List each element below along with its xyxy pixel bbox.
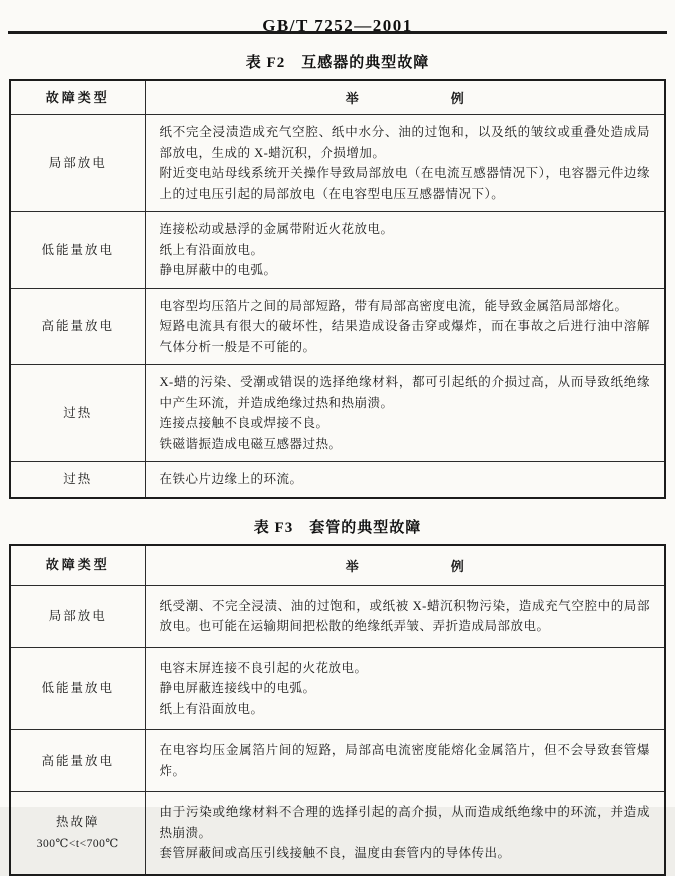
examples-cell xyxy=(145,365,665,462)
examples-cell xyxy=(145,288,665,365)
table-row xyxy=(10,115,665,212)
example-paragraph: 附近变电站母线系统开关操作导致局部放电（在电流互感器情况下），电容器元件边缘上的过电压引起的局部放电（在电容型电压互感器情况下）。 xyxy=(159,166,650,201)
table-row xyxy=(10,462,665,498)
example-paragraph: 电容末屏连接不良引起的火花放电。 xyxy=(159,660,368,675)
column-header-examples xyxy=(145,545,665,586)
example-paragraph: 在铁心片边缘上的环流。 xyxy=(159,472,303,486)
example-paragraph: 纸上有沿面放电。 xyxy=(159,701,264,716)
table-row xyxy=(10,730,665,792)
example-paragraph: 静电屏蔽中的电弧。 xyxy=(159,263,277,277)
examples-cell xyxy=(145,585,665,647)
table-f2-title: 表 F2 互感器的典型故障 xyxy=(245,55,430,71)
example-paragraph: 在电容均压金属箔片间的短路，局部高电流密度能熔化金属箔片，但不会导致套管爆炸。 xyxy=(159,743,650,778)
table-row xyxy=(10,288,665,365)
table-row xyxy=(10,212,665,289)
examples-cell xyxy=(145,115,665,212)
examples-header-left: 举 xyxy=(345,91,359,106)
example-paragraph: 短路电流具有很大的破坏性，结果造成设备击穿或爆炸，而在事故之后进行油中溶解气体分析一般是不可能的。 xyxy=(159,319,650,354)
examples-header-right: 例 xyxy=(450,91,464,106)
examples-header-left: 举 xyxy=(345,558,359,574)
example-paragraph: 纸受潮、不完全浸渍、油的过饱和，或纸被 X-蜡沉积物污染，造成充气空腔中的局部放电。也可能在运输期间把松散的绝缘纸弄皱、弄折造成局部放电。 xyxy=(159,598,650,633)
examples-cell xyxy=(145,462,665,498)
table-row xyxy=(10,585,665,647)
example-paragraph: 连接点接触不良或焊接不良。 xyxy=(159,416,329,430)
fault-type-cell: 过热 xyxy=(10,365,145,462)
example-paragraph: 由于污染或绝缘材料不合理的选择引起的高介损，从而造成纸绝缘中的环流，并造成热崩溃。 xyxy=(159,805,650,840)
fault-type-cell: 高能量放电 xyxy=(10,730,145,792)
example-paragraph: 铁磁谐振造成电磁互感器过热。 xyxy=(159,436,342,451)
table-header-row xyxy=(10,80,665,115)
examples-cell xyxy=(145,730,665,792)
table-row xyxy=(10,792,665,875)
example-paragraph: 纸不完全浸渍造成充气空腔、纸中水分、油的过饱和，以及纸的皱纹或重叠处造成局部放电，生成的 X-蜡沉积，介损增加。 xyxy=(159,125,650,160)
fault-type-cell: 低能量放电 xyxy=(10,647,145,730)
table-row xyxy=(10,647,665,730)
standard-number: GB/T 7252—2001 xyxy=(262,16,413,35)
table-f3-title: 表 F3 套管的典型故障 xyxy=(253,519,422,536)
column-header-fault-type: 故障类型 xyxy=(10,80,145,115)
column-header-examples xyxy=(145,80,665,115)
table-f3 xyxy=(9,544,666,876)
example-paragraph: 连接松动或悬浮的金属带附近火花放电。 xyxy=(159,222,394,236)
examples-cell xyxy=(145,792,665,875)
example-paragraph: 电容型均压箔片之间的局部短路，带有局部高密度电流，能导致金属箔局部熔化。 xyxy=(159,298,628,313)
examples-cell xyxy=(145,647,665,730)
fault-type-label: 热故障 xyxy=(55,814,100,829)
fault-type-temperature-range: 300℃<t<700℃ xyxy=(36,837,119,850)
example-paragraph: 套管屏蔽间或高压引线接触不良，温度由套管内的导体传出。 xyxy=(159,846,511,860)
table-row xyxy=(10,365,665,462)
fault-type-cell: 局部放电 xyxy=(10,115,145,212)
example-paragraph: 纸上有沿面放电。 xyxy=(159,242,264,257)
example-paragraph: X-蜡的污染、受潮或错误的选择绝缘材料，都可引起纸的介损过高，从而导致纸绝缘中产生环流，并造成绝缘过热和热崩溃。 xyxy=(159,375,650,410)
examples-cell xyxy=(145,212,665,289)
fault-type-cell: 过热 xyxy=(10,462,145,498)
fault-type-cell: 低能量放电 xyxy=(10,212,145,289)
column-header-fault-type: 故障类型 xyxy=(10,545,145,586)
fault-type-cell: 局部放电 xyxy=(10,585,145,647)
fault-type-cell: 高能量放电 xyxy=(10,288,145,365)
examples-header-right: 例 xyxy=(450,558,464,574)
table-f2 xyxy=(9,79,666,499)
table-header-row xyxy=(10,545,665,586)
example-paragraph: 静电屏蔽连接线中的电弧。 xyxy=(159,681,316,695)
fault-type-cell xyxy=(10,792,145,875)
